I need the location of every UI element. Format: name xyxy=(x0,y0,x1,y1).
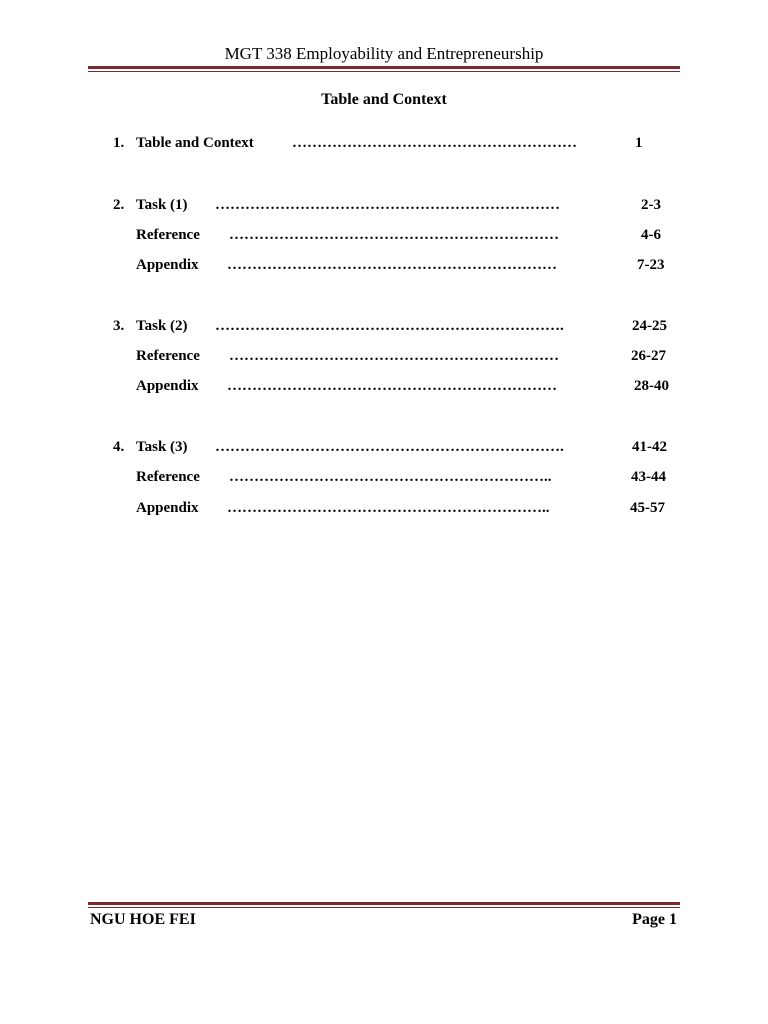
toc-entry-label: Appendix xyxy=(136,257,199,273)
footer-author: NGU HOE FEI xyxy=(90,911,196,928)
toc-entry-leader: ……………………………………………………….. xyxy=(227,500,550,516)
toc-entry-pages: 41-42 xyxy=(632,439,667,455)
toc-entry-leader: ………………………………………………………… xyxy=(229,348,559,364)
toc-entry-leader: ………………………………………………………… xyxy=(227,257,557,273)
toc-entry-pages: 26-27 xyxy=(631,348,666,364)
toc-entry-label: Reference xyxy=(136,348,200,364)
toc-entry-leader: ………………………………………………………… xyxy=(227,378,557,394)
toc-entry-number: 2. xyxy=(113,197,125,213)
toc-entry-number: 1. xyxy=(113,135,125,151)
toc-entry-leader: ……………………………………………………….. xyxy=(229,469,552,485)
toc-entry-pages: 4-6 xyxy=(641,227,661,243)
toc-entry-leader: ………………………………………………………… xyxy=(229,227,559,243)
toc-entry-leader: ……………………………………………………………. xyxy=(215,318,564,334)
toc-entry-label: Reference xyxy=(136,469,200,485)
toc-entry-label: Task (2) xyxy=(136,318,188,334)
toc-entry-label: Appendix xyxy=(136,378,199,394)
toc-entry-label: Table and Context xyxy=(136,135,254,151)
page-title: Table and Context xyxy=(321,91,447,108)
toc-entry-pages: 28-40 xyxy=(634,378,669,394)
footer-page-number: Page 1 xyxy=(632,911,677,928)
toc-entry-pages: 1 xyxy=(635,135,643,151)
toc-entry-label: Reference xyxy=(136,227,200,243)
toc-entry-pages: 2-3 xyxy=(641,197,661,213)
toc-entry-number: 4. xyxy=(113,439,125,455)
toc-entry-leader: ………………………………………………… xyxy=(292,135,577,151)
footer-divider xyxy=(88,902,680,908)
toc-entry-number: 3. xyxy=(113,318,125,334)
toc-entry-leader: …………………………………………………………… xyxy=(215,197,560,213)
toc-entry-pages: 45-57 xyxy=(630,500,665,516)
toc-entry-pages: 7-23 xyxy=(637,257,665,273)
header-title: MGT 338 Employability and Entrepreneurship xyxy=(224,44,544,63)
toc-entry-label: Task (3) xyxy=(136,439,188,455)
header-divider xyxy=(88,66,680,72)
toc-entry-label: Appendix xyxy=(136,500,199,516)
toc-entry-pages: 24-25 xyxy=(632,318,667,334)
toc-entry-leader: ……………………………………………………………. xyxy=(215,439,564,455)
toc-entry-pages: 43-44 xyxy=(631,469,666,485)
toc-entry-label: Task (1) xyxy=(136,197,188,213)
